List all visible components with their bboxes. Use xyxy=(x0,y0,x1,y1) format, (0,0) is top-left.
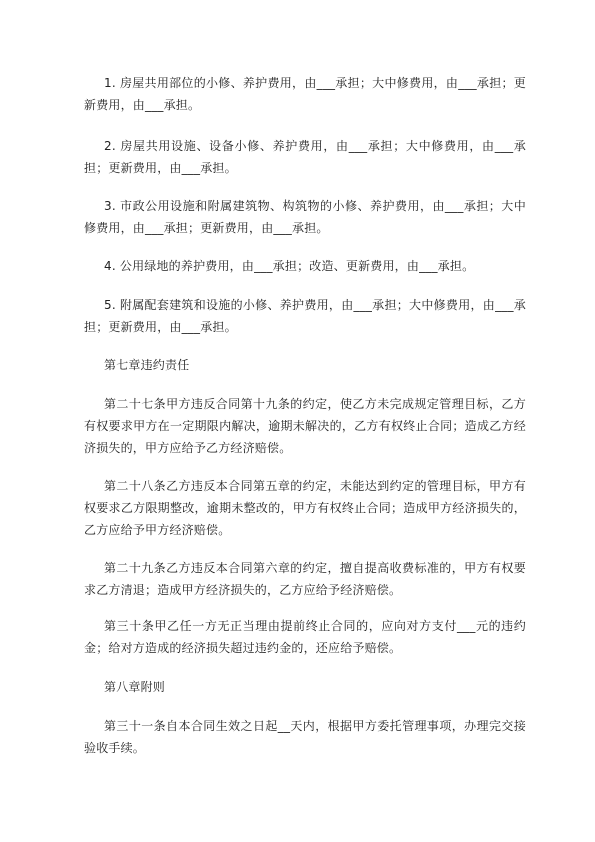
clause-5-ancillary-buildings-costs: 5. 附属配套建筑和设施的小修、养护费用，由___承担；大中修费用，由___承担；更新费用，由___承担。 xyxy=(84,298,526,334)
article-28: 第二十八条乙方违反本合同第五章的约定，未能达到约定的管理目标，甲方有权要求乙方限期整改，逾期未整改的，甲方有权终止合同；造成甲方经济损失的，乙方应给予甲方经济赔偿。 xyxy=(84,479,526,537)
chapter-7-heading: 第七章违约责任 xyxy=(104,358,190,372)
article-27: 第二十七条甲方违反合同第十九条的约定，使乙方未完成规定管理目标，乙方有权要求甲方在一定期限内解决，逾期未解决的，乙方有权终止合同；造成乙方经济损失的，甲方应给予乙方经济赔偿。 xyxy=(84,397,526,455)
article-30: 第三十条甲乙任一方无正当理由提前终止合同的，应向对方支付___元的违约金；给对方造成的经济损失超过违约金的，还应给予赔偿。 xyxy=(84,619,526,655)
clause-4-green-space-costs: 4. 公用绿地的养护费用，由___承担；改造、更新费用，由___承担。 xyxy=(104,259,475,273)
clause-1-shared-parts-costs: 1. 房屋共用部位的小修、养护费用，由___承担；大中修费用，由___承担；更新费用，由___承担。 xyxy=(84,76,526,112)
article-31: 第三十一条自本合同生效之日起__天内，根据甲方委托管理事项，办理完交接验收手续。 xyxy=(84,719,526,755)
article-29: 第二十九条乙方违反本合同第六章的约定，擅自提高收费标准的，甲方有权要求乙方清退；造成甲方经济损失的，乙方应给予经济赔偿。 xyxy=(84,561,526,597)
clause-2-shared-facilities-costs: 2. 房屋共用设施、设备小修、养护费用，由___承担；大中修费用，由___承担；更新费用，由___承担。 xyxy=(84,139,526,175)
chapter-8-heading: 第八章附则 xyxy=(104,680,166,694)
clause-3-municipal-facilities-costs: 3. 市政公用设施和附属建筑物、构筑物的小修、养护费用，由___承担；大中修费用，由___承担；更新费用，由___承担。 xyxy=(84,199,526,235)
